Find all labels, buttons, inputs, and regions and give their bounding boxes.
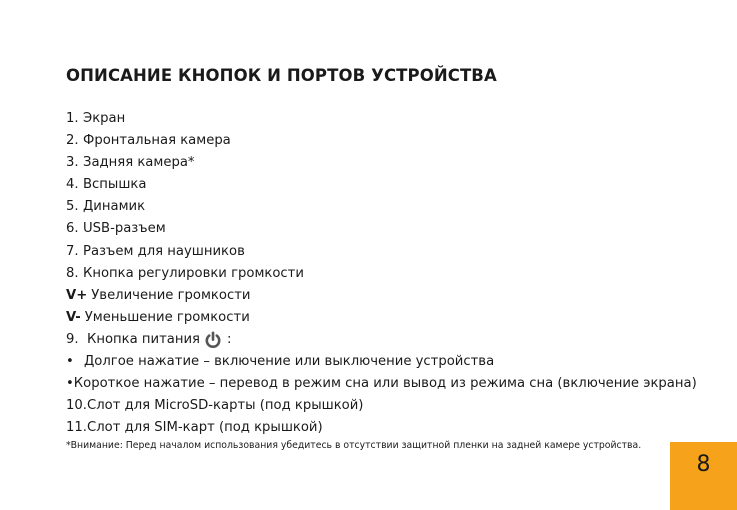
volume-up-text: Увеличение громкости xyxy=(91,287,251,303)
list-item xyxy=(66,108,686,130)
list-item xyxy=(66,218,686,240)
power-icon xyxy=(204,331,222,349)
item-text: Задняя камера* xyxy=(83,155,195,171)
item-number: 7. xyxy=(66,243,79,259)
list-item xyxy=(66,395,686,417)
item-number: 8. xyxy=(66,265,79,281)
item-text: Разъем для наушников xyxy=(83,243,245,259)
bullet-item xyxy=(66,351,686,373)
list-item xyxy=(66,130,686,152)
item-number: 2. xyxy=(66,133,79,149)
volume-down-key: V- xyxy=(66,309,81,325)
item-text: Экран xyxy=(83,111,126,126)
list-item xyxy=(66,196,686,218)
page-number-box xyxy=(670,442,737,510)
item-number: 6. xyxy=(66,221,79,237)
item-number: 9. xyxy=(66,331,79,347)
item-number: 11. xyxy=(66,420,87,436)
list-item xyxy=(66,152,686,174)
bullet-dot: • xyxy=(66,354,74,370)
bullet-item xyxy=(66,373,697,395)
item-text: Фронтальная камера xyxy=(83,133,231,149)
item-text: USB-разъем xyxy=(83,221,166,237)
list-item xyxy=(66,417,686,439)
item-number: 5. xyxy=(66,199,79,215)
bullet-text: Короткое нажатие – перевод в режим сна или вывод из режима сна (включение экрана) xyxy=(73,376,697,392)
page-number: 8 xyxy=(696,452,711,477)
item-number: 3. xyxy=(66,155,79,171)
list-item xyxy=(66,241,686,263)
volume-down-text: Уменьшение громкости xyxy=(84,309,250,325)
item-text: Вспышка xyxy=(83,177,147,193)
item-text: Слот для SIM-карт (под крышкой) xyxy=(87,420,323,436)
item-text: Кнопка регулировки громкости xyxy=(83,265,304,281)
item-number: 10. xyxy=(66,398,87,414)
parts-list xyxy=(66,108,697,439)
bullet-text: Долгое нажатие – включение или выключение устройства xyxy=(84,354,495,370)
power-row xyxy=(66,329,686,351)
list-item xyxy=(66,263,686,285)
power-text: Кнопка питания xyxy=(87,331,200,347)
bullet-dot: • xyxy=(66,376,74,392)
page-title: ОПИСАНИЕ КНОПОК И ПОРТОВ УСТРОЙСТВА xyxy=(66,66,497,85)
footnote: *Внимание: Перед началом использования убедитесь в отсутствии защитной пленки на задней камере устройства. xyxy=(66,440,642,451)
item-text: Динамик xyxy=(83,199,146,215)
volume-down-row xyxy=(66,307,686,329)
power-suffix: : xyxy=(227,331,232,347)
volume-up-row xyxy=(66,285,686,307)
item-number: 1. xyxy=(66,111,79,126)
item-text: Слот для MicroSD-карты (под крышкой) xyxy=(87,398,364,414)
list-item xyxy=(66,174,686,196)
item-number: 4. xyxy=(66,177,79,193)
volume-up-key: V+ xyxy=(66,287,88,303)
